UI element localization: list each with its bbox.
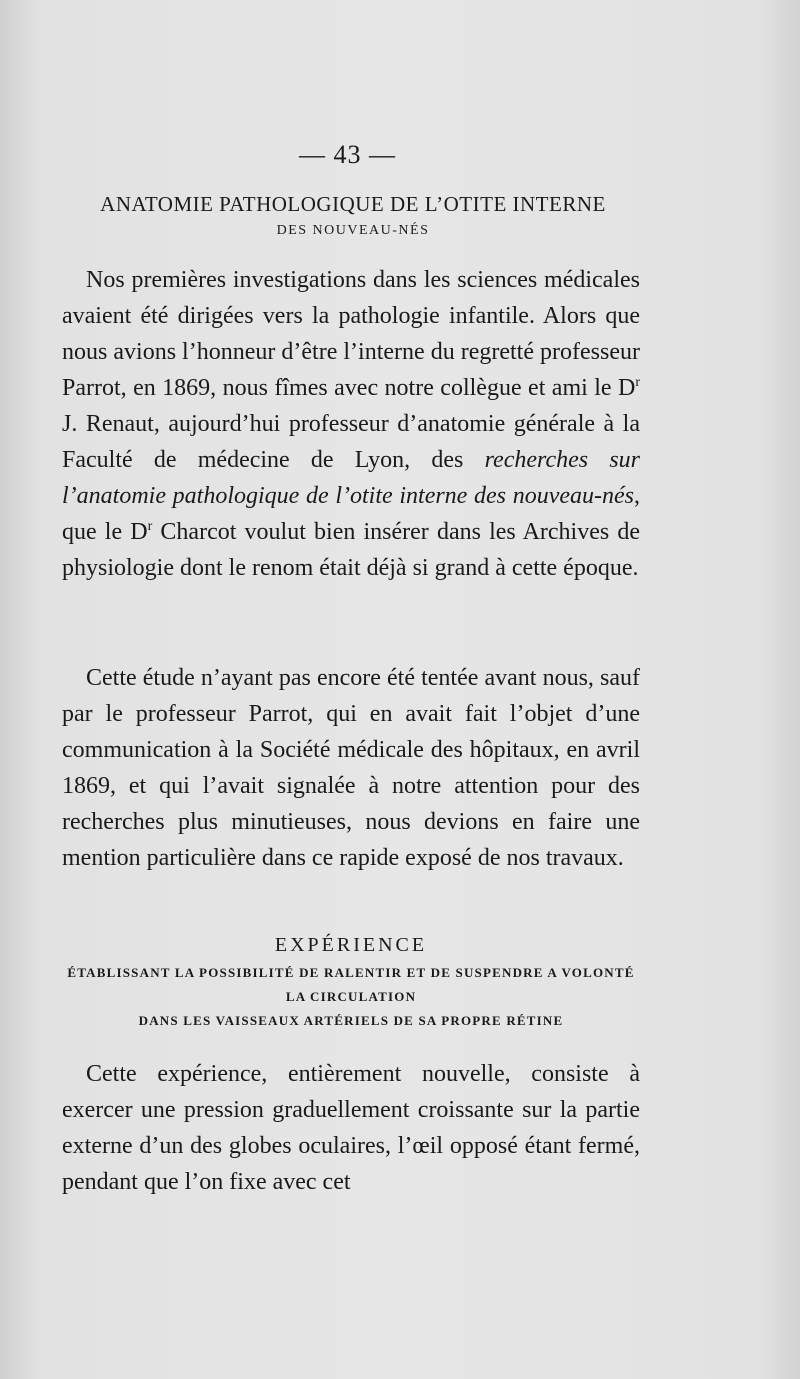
experience-title: EXPÉRIENCE xyxy=(274,934,428,956)
paragraph-2 xyxy=(62,660,640,876)
chapter-heading xyxy=(68,192,638,239)
chapter-subtitle: DES NOUVEAU-NÉS xyxy=(276,223,430,238)
paragraph-3-text: Cette expérience, entièrement nouvelle, consiste à exercer une pression graduellement croissante sur la partie externe d’un des globes oculaires, l’œil opposé étant fermé, pendant que l’on fixe avec cet xyxy=(62,1061,640,1195)
paragraph-1-text-b: J. Renaut, aujourd’hui professeur d’anatomie générale à la Faculté de médecine de Lyon, des xyxy=(62,411,640,473)
paragraph-1 xyxy=(62,262,640,586)
paragraph-1-text-a: Nos premières investigations dans les sciences médicales avaient été dirigées vers la pathologie infantile. Alors que nous avions l’honneur d’être l’interne du regretté professeur Parrot, en 1869, nous fîmes avec notre collègue et ami le D xyxy=(62,267,640,401)
experience-subtitle-line-1: ÉTABLISSANT LA POSSIBILITÉ DE RALENTIR ET DE SUSPENDRE A VOLONTÉ xyxy=(67,965,635,980)
paragraph-1-text-c: , que le D xyxy=(62,483,640,545)
chapter-title: ANATOMIE PATHOLOGIQUE DE L’OTITE INTERNE xyxy=(100,192,606,216)
page-number: — 43 — xyxy=(299,140,396,169)
superscript-r: r xyxy=(635,375,640,390)
experience-subtitle-line-2: LA CIRCULATION xyxy=(285,989,417,1004)
paragraph-3 xyxy=(62,1056,640,1200)
experience-subtitle-line-3: DANS LES VAISSEAUX ARTÉRIELS DE SA PROPRE RÉTINE xyxy=(138,1013,564,1028)
experience-heading xyxy=(62,934,640,1029)
superscript-r: r xyxy=(147,519,153,534)
italic-title: recherches sur l’anatomie pathologique de l’otite interne des nouveau-nés xyxy=(62,447,641,509)
paragraph-1-text-d: Charcot voulut bien insérer dans les Archives de physiologie dont le renom était déjà si grand à cette époque. xyxy=(62,519,640,581)
paragraph-2-text: Cette étude n’ayant pas encore été tentée avant nous, sauf par le professeur Parrot, qui en avait fait l’objet d’une communication à la Société médicale des hôpitaux, en avril 1869, et qui l’avait signalée à notre attention pour des recherches plus minutieuses, nous devions en faire une mention particulière dans ce rapide exposé de nos travaux. xyxy=(62,665,640,871)
